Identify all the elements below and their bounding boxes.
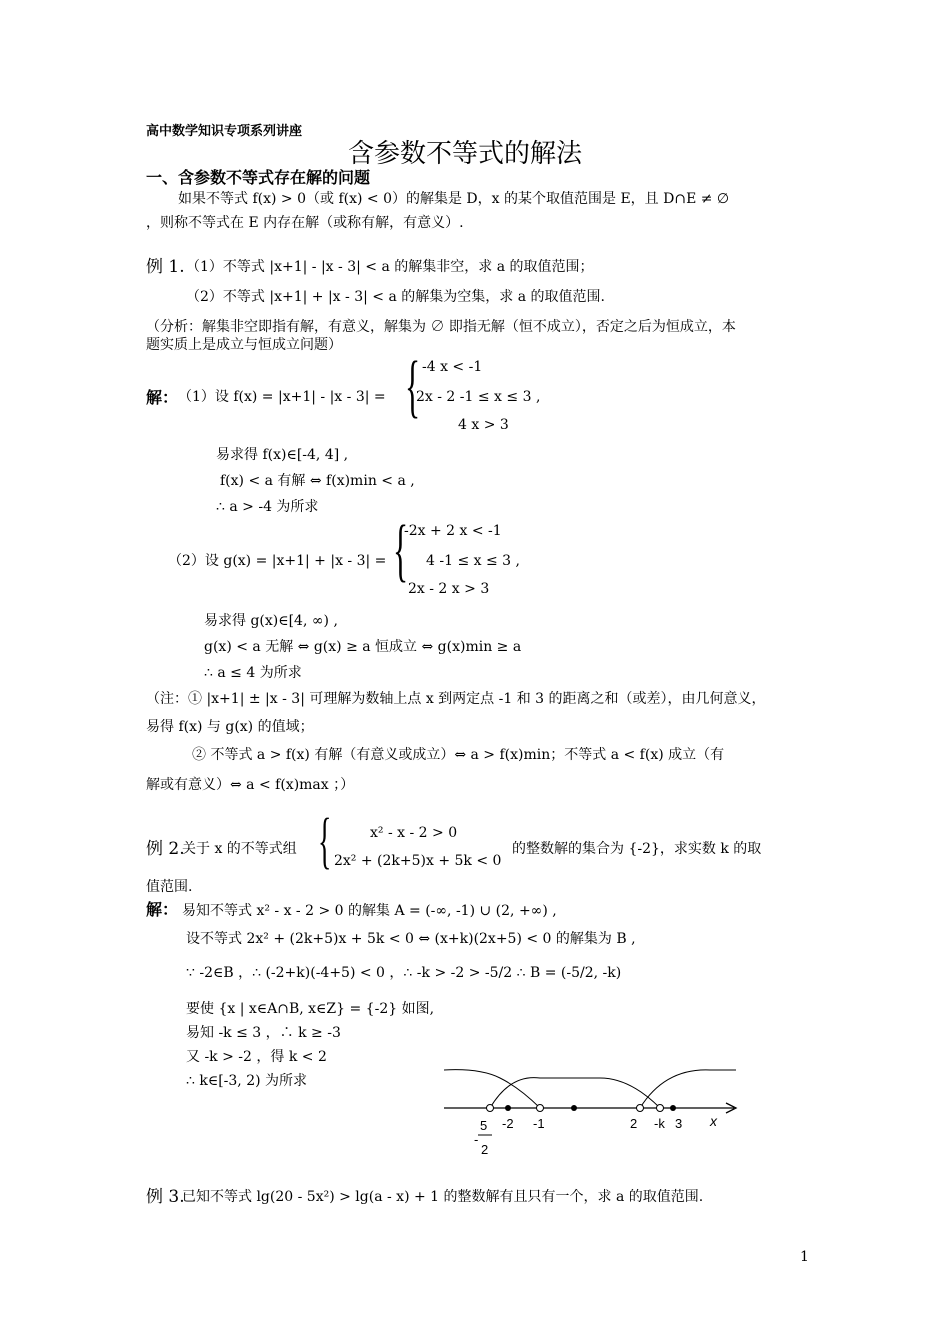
note-line-1: （注：① |x+1| ± |x - 3| 可理解为数轴上点 x 到两定点 -1 和 3 的距离之和（或差），由几何意义， [146, 691, 766, 707]
example-2-question-b: 的整数解的集合为 {-2}，求实数 k 的取 [512, 841, 762, 857]
note-line-2: 易得 f(x) 与 g(x) 的值域； [146, 719, 314, 735]
example-2-step-6: 又 -k > -2 ，得 k < 2 [186, 1049, 327, 1065]
set-a-left-arc [444, 1070, 540, 1108]
set-b-arc [490, 1078, 660, 1108]
brace: { [393, 512, 409, 589]
example-2-step-1: 易知不等式 x² - x - 2 > 0 的解集 A = (-∞, -1) ∪ (2, +∞) , [182, 903, 557, 919]
tick-label-3: 3 [675, 1116, 683, 1131]
open-point-neg-k [657, 1105, 664, 1112]
piecewise-case-3: 2x - 2 x > 3 [408, 581, 490, 597]
open-point-2 [637, 1105, 644, 1112]
example-2-step-7: ∴ k∈[-3, 2) 为所求 [186, 1073, 308, 1089]
note-line-4: 解或有意义）⇔ a < f(x)max ；） [146, 777, 355, 793]
tick-label-neg-2: -2 [502, 1116, 514, 1131]
example-2-step-2: 设不等式 2x² + (2k+5)x + 5k < 0 ⇔ (x+k)(2x+5) < 0 的解集为 B , [186, 931, 636, 947]
example-2-question-c: 值范围. [146, 879, 193, 895]
section-heading: 一、含参数不等式存在解的问题 [146, 168, 371, 187]
point-3 [670, 1105, 676, 1111]
system-inequality-2: 2x² + (2k+5)x + 5k < 0 [334, 853, 502, 869]
example-2-step-3: ∵ -2∈B ，∴ (-2+k)(-4+5) < 0 ，∴ -k > -2 > -5/2 ∴ B = (-5/2, -k) [186, 965, 622, 981]
piecewise-case-2: 2x - 2 -1 ≤ x ≤ 3 , [416, 389, 541, 405]
piecewise-case-2: 4 -1 ≤ x ≤ 3 , [426, 553, 520, 569]
piecewise-case-3: 4 x > 3 [458, 417, 509, 433]
note-line-3: ② 不等式 a > f(x) 有解（有意义或成立）⇔ a > f(x)min；不等式 a < f(x) 成立（有 [192, 747, 725, 763]
tick-label-five: 5 [480, 1118, 488, 1133]
example-3-question: 已知不等式 lg(20 - 5x²) > lg(a - x) + 1 的整数解有且只有一个，求 a 的取值范围. [182, 1189, 704, 1205]
piecewise-case-1: -2x + 2 x < -1 [404, 523, 502, 539]
example-2-label: 例 2. [146, 839, 185, 859]
brace: { [318, 807, 332, 875]
solution-1-equivalence: f(x) < a 有解 ⇔ f(x)min < a , [220, 473, 415, 489]
intro-line-1: 如果不等式 f(x) > 0（或 f(x) < 0）的解集是 D，x 的某个取值范围是 E，且 D∩E ≠ ∅ [178, 191, 730, 207]
solution-1-range: 易求得 f(x)∈[-4, 4] , [216, 447, 349, 463]
page-title: 含参数不等式的解法 [348, 139, 583, 169]
tick-label-2: 2 [630, 1116, 638, 1131]
tick-label-neg-k: -k [654, 1116, 665, 1131]
example-2-step-5: 易知 -k ≤ 3 ，∴ k ≥ -3 [186, 1025, 341, 1041]
piecewise-case-1: -4 x < -1 [422, 359, 483, 375]
example-3-label: 例 3. [146, 1187, 185, 1207]
open-point-neg-1 [537, 1105, 544, 1112]
example-2-question-a: 关于 x 的不等式组 [182, 841, 297, 857]
tick-label-neg-1: -1 [533, 1116, 545, 1131]
point-neg-2 [505, 1105, 511, 1111]
brace: { [405, 348, 421, 425]
system-inequality-1: x² - x - 2 > 0 [370, 825, 458, 841]
example-1-question-2: （2）不等式 |x+1| + |x - 3| < a 的解集为空集，求 a 的取值范围. [186, 289, 605, 305]
solution-2-equivalence: g(x) < a 无解 ⇔ g(x) ≥ a 恒成立 ⇔ g(x)min ≥ a [204, 639, 522, 655]
example-1-analysis-2: 题实质上是成立与恒成立问题） [146, 337, 342, 353]
example-1-question-1: （1）不等式 |x+1| - |x - 3| < a 的解集非空，求 a 的取值范围； [186, 259, 594, 275]
solution-2-head: （2）设 g(x) = |x+1| + |x - 3| = [168, 553, 387, 569]
number-line-figure [440, 1060, 750, 1160]
intro-line-2: ，则称不等式在 E 内存在解（或称有解，有意义）. [146, 215, 464, 231]
axis-label-x: x [710, 1113, 717, 1129]
open-point-neg-five-halves [487, 1105, 494, 1112]
solution-label: 解： [146, 388, 179, 407]
point-0 [571, 1105, 577, 1111]
solution-1-answer: ∴ a > -4 为所求 [216, 499, 319, 515]
example-1-label: 例 1. [146, 257, 185, 277]
example-2-step-4: 要使 {x | x∈A∩B, x∈Z} = {-2} 如图, [186, 1001, 435, 1017]
tick-label-neg: - [474, 1132, 479, 1147]
tick-label-half-den: 2 [481, 1142, 489, 1157]
example-1-analysis-1: （分析：解集非空即指有解，有意义，解集为 ∅ 即指无解（恒不成立），否定之后为恒成立，本 [146, 319, 736, 335]
solution-2-answer: ∴ a ≤ 4 为所求 [204, 665, 302, 681]
solution-2-range: 易求得 g(x)∈[4, ∞) , [204, 613, 338, 629]
solution-1-head: （1）设 f(x) = |x+1| - |x - 3| = [178, 389, 386, 405]
solution-label: 解： [146, 900, 179, 919]
page-number: 1 [800, 1249, 809, 1265]
series-header: 高中数学知识专项系列讲座 [146, 124, 303, 139]
